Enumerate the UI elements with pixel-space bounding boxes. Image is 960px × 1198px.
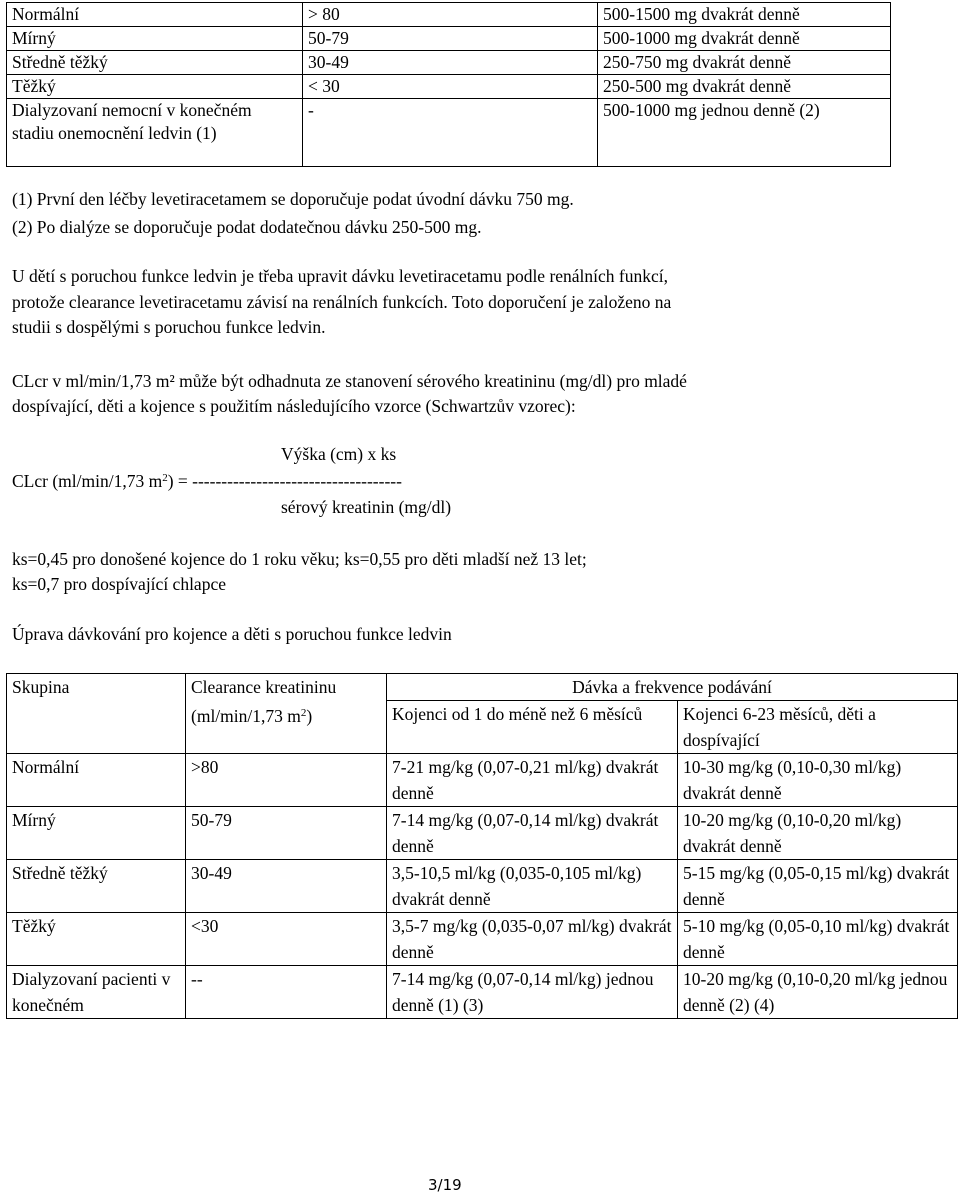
table-row	[7, 27, 891, 51]
clearance-cell: < 30	[303, 75, 598, 99]
header-clearance-sup: 2	[300, 707, 307, 719]
dose-cell: 250-750 mg dvakrát denně	[598, 51, 891, 75]
paragraph-line: studii s dospělými s poruchou funkce ledvin.	[12, 317, 326, 337]
paragraph-line: U dětí s poruchou funkce ledvin je třeba upravit dávku levetiracetamu podle renálních funkcí,	[12, 266, 669, 286]
group-cell: Normální	[7, 754, 186, 807]
paragraph-line: protože clearance levetiracetamu závisí na renálních funkcích. Toto doporučení je založeno na	[12, 292, 672, 312]
children-dose-cell: 10-20 mg/kg (0,10-0,20 ml/kg jednou denně (2) (4)	[678, 966, 958, 1019]
clearance-cell: 30-49	[186, 860, 387, 913]
group-cell: Mírný	[7, 807, 186, 860]
clearance-cell: > 80	[303, 3, 598, 27]
clearance-cell: 50-79	[186, 807, 387, 860]
footnote-2: (2) Po dialýze se doporučuje podat dodatečnou dávku 250-500 mg.	[12, 217, 482, 237]
infants-dose-cell: 3,5-10,5 ml/kg (0,035-0,105 ml/kg) dvakrát denně	[387, 860, 678, 913]
infants-dose-cell: 7-14 mg/kg (0,07-0,14 ml/kg) dvakrát denně	[387, 807, 678, 860]
clearance-cell: <30	[186, 913, 387, 966]
dose-cell: 500-1500 mg dvakrát denně	[598, 3, 891, 27]
group-cell: Těžký	[7, 75, 303, 99]
table-row	[7, 807, 958, 860]
group-cell: Středně těžký	[7, 860, 186, 913]
clearance-cell: >80	[186, 754, 387, 807]
formula-equation	[12, 471, 402, 492]
table-row	[7, 75, 891, 99]
clearance-cell: -	[303, 99, 598, 167]
clearance-cell: 30-49	[303, 51, 598, 75]
ks-line: ks=0,45 pro donošené kojence do 1 roku věku; ks=0,55 pro děti mladší než 13 let;	[12, 549, 587, 569]
header-row	[7, 674, 958, 701]
dose-cell: 500-1000 mg dvakrát denně	[598, 27, 891, 51]
pediatric-dosing-table	[6, 673, 958, 1019]
header-dose-title: Dávka a frekvence podávání	[387, 674, 958, 701]
formula-lhs-prefix: CLcr (ml/min/1,73 m	[12, 471, 163, 491]
group-cell: Středně těžký	[7, 51, 303, 75]
table-row	[7, 51, 891, 75]
header-clearance	[186, 674, 387, 754]
table-row	[7, 99, 891, 167]
group-cell: Dialyzovaní pacienti v konečném	[7, 966, 186, 1019]
adult-dosing-table	[6, 2, 891, 167]
infants-dose-cell: 7-21 mg/kg (0,07-0,21 ml/kg) dvakrát denně	[387, 754, 678, 807]
dose-cell: 250-500 mg dvakrát denně	[598, 75, 891, 99]
header-infants: Kojenci od 1 do méně než 6 měsíců	[387, 701, 678, 754]
header-children: Kojenci 6-23 měsíců, děti a dospívající	[678, 701, 958, 754]
infants-dose-cell: 3,5-7 mg/kg (0,035-0,07 ml/kg) dvakrát denně	[387, 913, 678, 966]
formula-lhs-suffix: ) = ------------------------------------	[167, 471, 402, 491]
table-row	[7, 860, 958, 913]
children-dose-cell: 5-10 mg/kg (0,05-0,10 ml/kg) dvakrát denně	[678, 913, 958, 966]
paragraph-line: CLcr v ml/min/1,73 m² může být odhadnuta ze stanovení sérového kreatininu (mg/dl) pro mladé	[12, 371, 687, 391]
paragraph-line: dospívající, děti a kojence s použitím následujícího vzorce (Schwartzův vzorec):	[12, 396, 576, 416]
header-group: Skupina	[7, 674, 186, 754]
clearance-cell: --	[186, 966, 387, 1019]
header-clearance-suffix: )	[306, 706, 313, 726]
formula-denominator: sérový kreatinin (mg/dl)	[281, 497, 452, 517]
group-cell: Mírný	[7, 27, 303, 51]
table-row	[7, 754, 958, 807]
table-row	[7, 913, 958, 966]
children-dose-cell: 10-20 mg/kg (0,10-0,20 ml/kg) dvakrát denně	[678, 807, 958, 860]
children-dose-cell: 10-30 mg/kg (0,10-0,30 ml/kg) dvakrát denně	[678, 754, 958, 807]
table-row	[7, 3, 891, 27]
dose-cell: 500-1000 mg jednou denně (2)	[598, 99, 891, 167]
infants-dose-cell: 7-14 mg/kg (0,07-0,14 ml/kg) jednou denně (1) (3)	[387, 966, 678, 1019]
ks-line: ks=0,7 pro dospívající chlapce	[12, 574, 226, 594]
table-row	[7, 966, 958, 1019]
group-cell: Normální	[7, 3, 303, 27]
footnote-1: (1) První den léčby levetiracetamem se doporučuje podat úvodní dávku 750 mg.	[12, 189, 574, 209]
group-cell: Dialyzovaní nemocní v konečném stadiu onemocnění ledvin (1)	[7, 99, 303, 167]
formula-numerator: Výška (cm) x ks	[281, 444, 397, 464]
formula-superscript: 2	[162, 472, 168, 484]
header-clearance-text: Clearance kreatininu (ml/min/1,73 m	[191, 677, 337, 726]
section-heading: Úprava dávkování pro kojence a děti s poruchou funkce ledvin	[12, 624, 452, 644]
clearance-cell: 50-79	[303, 27, 598, 51]
page-number: 3/19	[428, 1176, 462, 1194]
group-cell: Těžký	[7, 913, 186, 966]
children-dose-cell: 5-15 mg/kg (0,05-0,15 ml/kg) dvakrát denně	[678, 860, 958, 913]
